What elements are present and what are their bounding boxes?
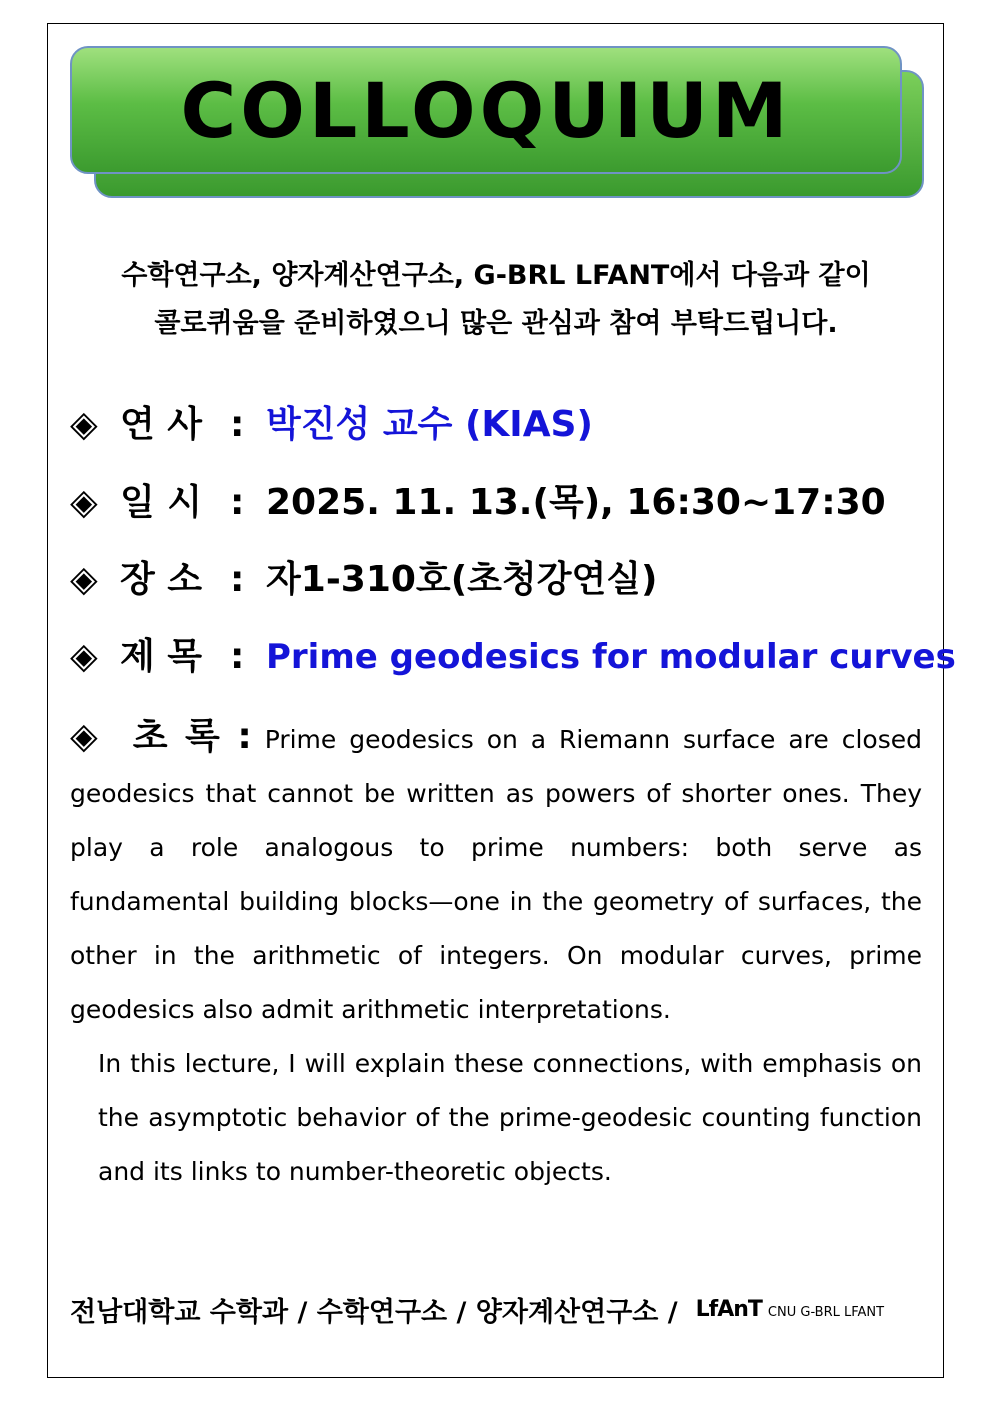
footer: [70, 1290, 884, 1329]
speaker-label: 연 사: [120, 404, 203, 445]
colon: :: [230, 636, 245, 677]
lfant-logo: [696, 1297, 884, 1322]
diamond-icon: ◈: [70, 482, 98, 523]
venue-label: 장 소: [120, 559, 203, 600]
venue-row: [70, 551, 657, 602]
diamond-icon: ◈: [70, 716, 98, 757]
speaker-row: [70, 396, 593, 447]
abstract-paragraph-2: In this lecture, I will explain these connections, with emphasis on the asymptotic behavior of the prime-geodesic counting function and its links to number-theoretic objects.: [98, 1049, 922, 1186]
lfant-logo-text: CNU G-BRL LFANT: [767, 1305, 885, 1320]
diamond-icon: ◈: [70, 636, 98, 677]
abstract-label: 초 록: [132, 716, 220, 757]
lfant-logo-mark: LfAnT: [695, 1297, 762, 1322]
banner-title: COLLOQUIUM: [180, 65, 792, 155]
diamond-icon: ◈: [70, 404, 98, 445]
colon: :: [230, 404, 245, 445]
speaker-value: 박진성 교수 (KIAS): [266, 404, 593, 445]
intro-line-2: 콜로퀴움을 준비하였으니 많은 관심과 참여 부탁드립니다.: [154, 308, 838, 339]
intro-line-1: 수학연구소, 양자계산연구소, G-BRL LFANT에서 다음과 같이: [121, 260, 871, 291]
datetime-row: [70, 474, 886, 525]
colon: :: [237, 716, 252, 757]
abstract: [70, 710, 922, 1199]
colon: :: [230, 482, 245, 523]
diamond-icon: ◈: [70, 559, 98, 600]
abstract-paragraph-1: [70, 710, 922, 1037]
title-row: [70, 628, 956, 679]
intro-text: [60, 252, 932, 348]
abstract-text-1: Prime geodesics on a Riemann surface are closed geodesics that cannot be written as powers of shorter ones. They play a role analogous to prime numbers: both serve as fundamental building blocks—one in the geometry of surfaces, the other in the arithmetic of integers. On modular curves, prime geodesics also admit arithmetic interpretations.: [70, 725, 922, 1024]
banner: [70, 46, 902, 174]
colon: :: [230, 559, 245, 600]
venue-value: 자1-310호(초청강연실): [266, 559, 658, 600]
talk-title: Prime geodesics for modular curves: [266, 637, 956, 677]
title-label: 제 목: [120, 636, 203, 677]
datetime-label: 일 시: [120, 482, 203, 523]
footer-text: 전남대학교 수학과 / 수학연구소 / 양자계산연구소 /: [70, 1297, 678, 1328]
datetime-value: 2025. 11. 13.(목), 16:30~17:30: [266, 482, 886, 523]
